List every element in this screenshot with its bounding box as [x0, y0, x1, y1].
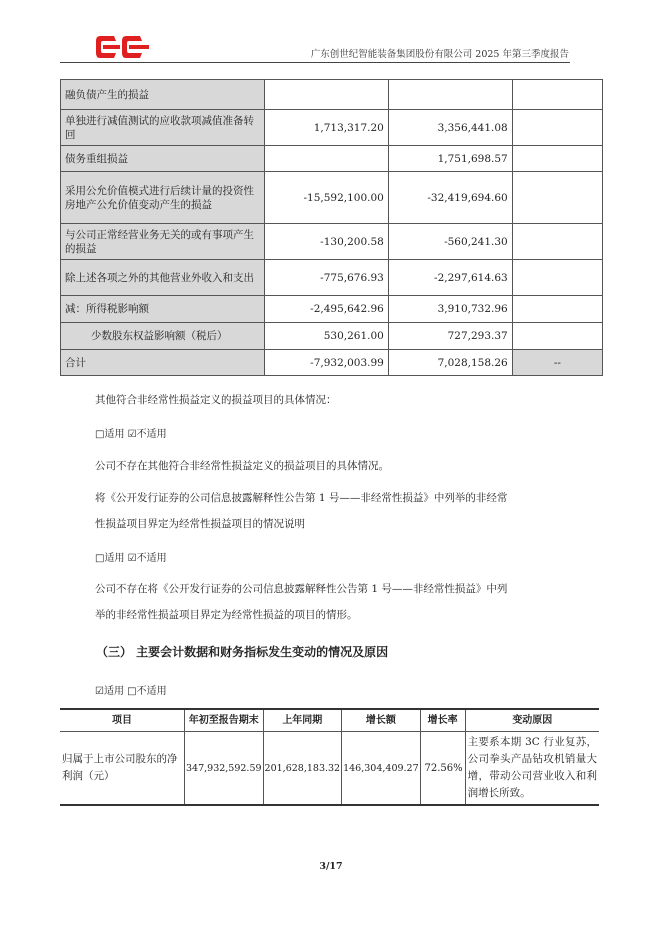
prior-value: 727,293.37: [388, 323, 512, 350]
prior-value: 7,028,158.26: [388, 350, 512, 376]
prior-value: 3,910,732.96: [388, 296, 512, 323]
column-header: 增长率: [420, 709, 465, 732]
page-number: 3/17: [319, 861, 343, 872]
increase-cell: 146,304,409.27: [342, 732, 421, 806]
other-items-heading: 其他符合非经常性损益定义的损益项目的具体情况：: [95, 394, 337, 406]
changes-table: [60, 708, 599, 806]
row-label: 减：所得税影响额: [61, 296, 265, 323]
table-row: [61, 80, 603, 110]
current-value: 1,713,317.20: [264, 110, 388, 146]
row-label: 与公司正常经营业务无关的或有事项产生的损益: [61, 224, 265, 260]
column-header: 项目: [60, 709, 185, 732]
explanation-line-2: 性损益项目界定为经常性损益项目的情况说明: [95, 518, 305, 530]
applicability-checkbox-3: ☑适用 □不适用: [95, 686, 167, 697]
explanation-line-1: 将《公开发行证券的公司信息披露解释性公告第 1 号——非经常性损益》中列举的非经常: [95, 492, 508, 504]
applicability-checkbox-2: □适用 ☑不适用: [95, 553, 167, 564]
current-value: -775,676.93: [264, 260, 388, 296]
note-cell: [512, 146, 602, 172]
note-cell: [512, 80, 602, 110]
note-cell: [512, 224, 602, 260]
column-header: 年初至报告期末: [185, 709, 264, 732]
table-row-total: [61, 350, 603, 376]
row-label: 少数股东权益影响额（税后）: [61, 323, 265, 350]
row-label: 合计: [61, 350, 265, 376]
table-row: [61, 146, 603, 172]
column-header: 上年同期: [263, 709, 342, 732]
rate-cell: 72.56%: [420, 732, 465, 806]
table-row: [61, 224, 603, 260]
current-value: [264, 80, 388, 110]
current-value: -2,495,642.96: [264, 296, 388, 323]
header-divider: [60, 62, 570, 63]
row-label: 采用公允价值模式进行后续计量的投资性房地产公允价值变动产生的损益: [61, 172, 265, 224]
table-row: [61, 296, 603, 323]
row-label: 单独进行减值测试的应收款项减值准备转回: [61, 110, 265, 146]
note-cell: [512, 260, 602, 296]
table-row: [61, 172, 603, 224]
current-value: -130,200.58: [264, 224, 388, 260]
table-row: [61, 110, 603, 146]
table-header-row: [60, 709, 599, 732]
prior-value: 3,356,441.08: [388, 110, 512, 146]
no-reclass-line-1: 公司不存在将《公开发行证券的公司信息披露解释性公告第 1 号——非经常性损益》中列: [95, 583, 508, 595]
report-header-title: 广东创世纪智能装备集团股份有限公司 2025 年第三季度报告: [310, 49, 569, 60]
current-value: 530,261.00: [264, 323, 388, 350]
note-cell: --: [512, 350, 602, 376]
note-cell: [512, 296, 602, 323]
ytd-cell: 347,932,592.59: [185, 732, 264, 806]
column-header: 变动原因: [465, 709, 599, 732]
current-value: [264, 146, 388, 172]
prior-value: -2,297,614.63: [388, 260, 512, 296]
prior-value: [388, 80, 512, 110]
row-label: 债务重组损益: [61, 146, 265, 172]
table-row: [61, 260, 603, 296]
section-heading: （三） 主要会计数据和财务指标发生变动的情况及原因: [96, 645, 389, 659]
company-logo: [96, 36, 152, 58]
no-other-items-text: 公司不存在其他符合非经常性损益定义的损益项目的具体情况。: [95, 460, 389, 472]
prior-value: -560,241.30: [388, 224, 512, 260]
note-cell: [512, 323, 602, 350]
reason-cell: 主要系本期 3C 行业复苏，公司拳头产品钻攻机销量大增，带动公司营业收入和利润增长所致。: [465, 732, 599, 806]
table-row: [61, 323, 603, 350]
column-header: 增长额: [342, 709, 421, 732]
prior-value: -32,419,694.60: [388, 172, 512, 224]
current-value: -15,592,100.00: [264, 172, 388, 224]
nonrecurring-items-table: [60, 79, 603, 376]
current-value: -7,932,003.99: [264, 350, 388, 376]
table-row: [60, 732, 599, 806]
item-cell: 归属于上市公司股东的净利润（元）: [60, 732, 185, 806]
prior-value: 1,751,698.57: [388, 146, 512, 172]
prior-cell: 201,628,183.32: [263, 732, 342, 806]
note-cell: [512, 172, 602, 224]
no-reclass-line-2: 举的非经常性损益项目界定为经常性损益的项目的情形。: [95, 609, 358, 621]
applicability-checkbox-1: □适用 ☑不适用: [95, 429, 167, 440]
row-label: 除上述各项之外的其他营业外收入和支出: [61, 260, 265, 296]
note-cell: [512, 110, 602, 146]
row-label: 融负债产生的损益: [61, 80, 265, 110]
